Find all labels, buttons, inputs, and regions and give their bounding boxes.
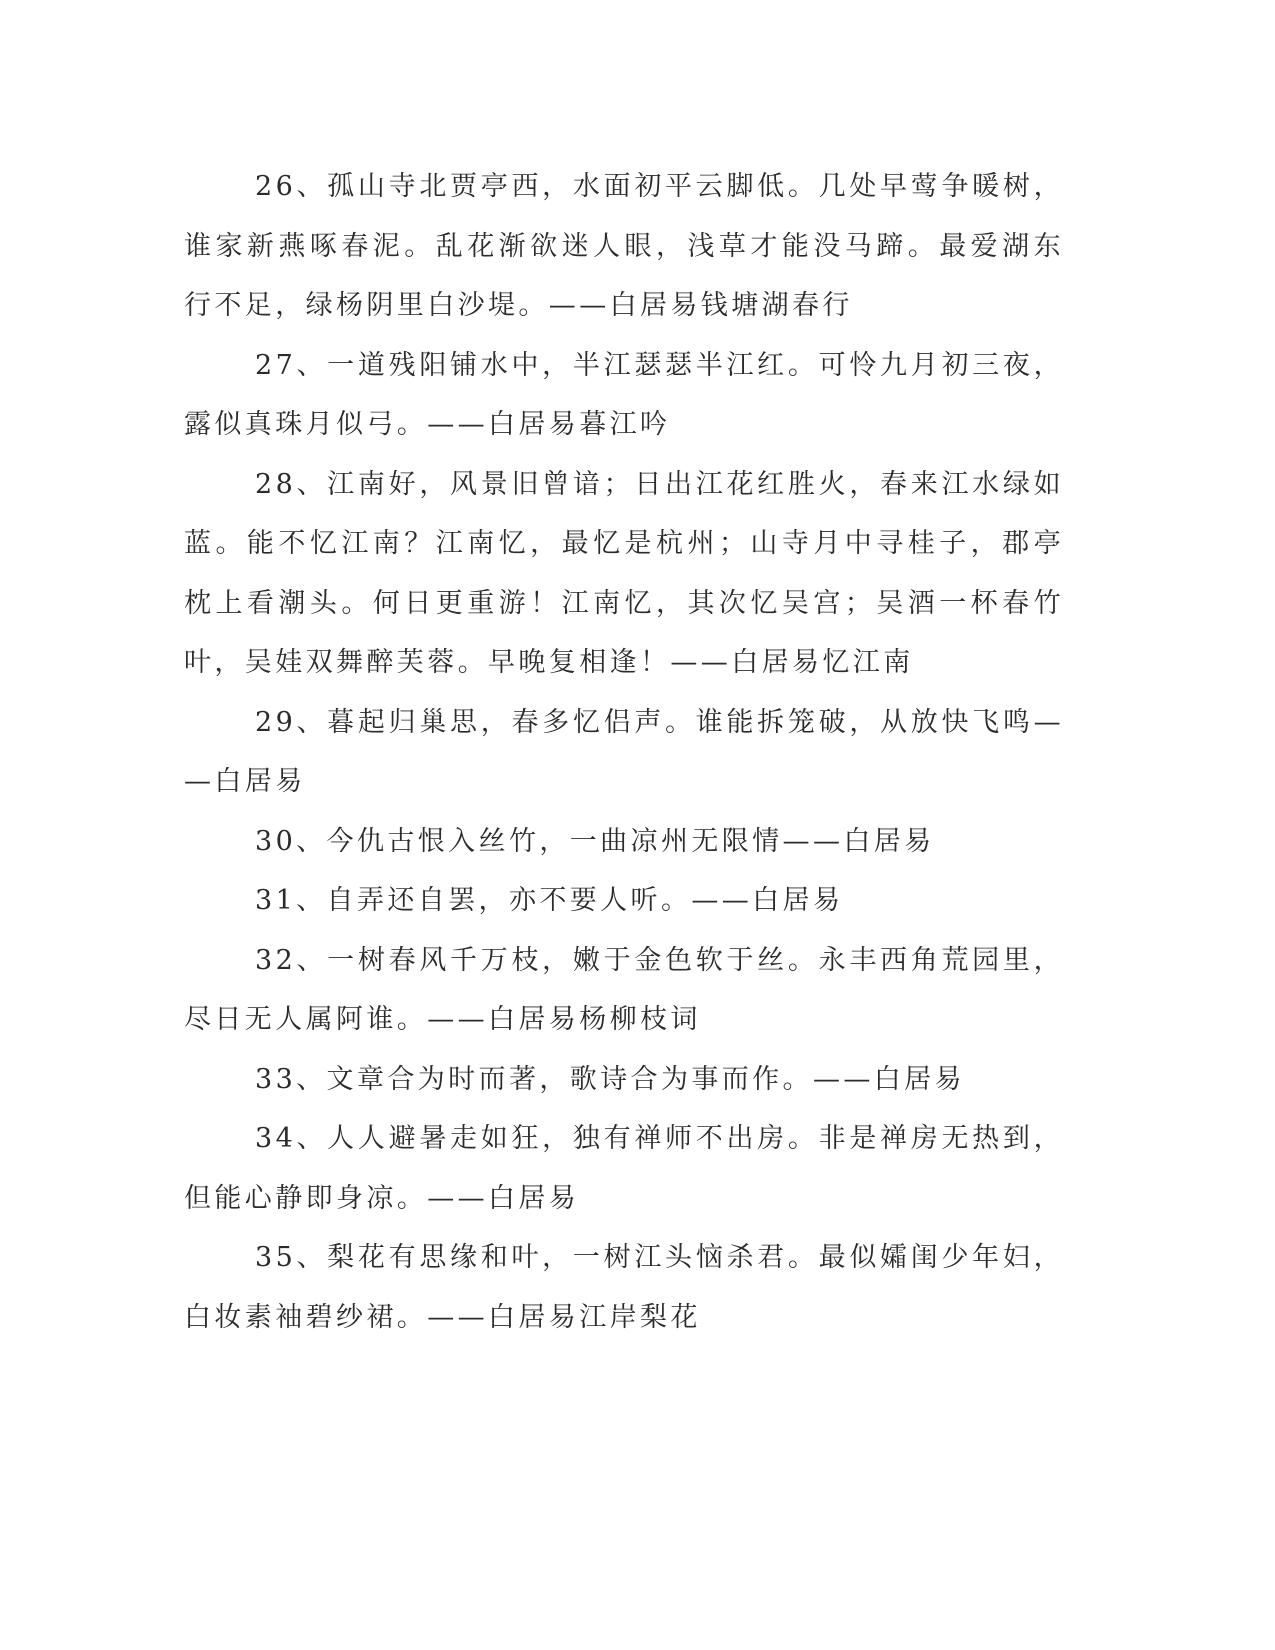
document-body (184, 157, 1064, 1347)
paragraph-33: 33、文章合为时而著，歌诗合为事而作。——白居易 (255, 1063, 965, 1095)
paragraph-26: 26、孤山寺北贾亭西，水面初平云脚低。几处早莺争暖树，谁家新燕啄春泥。乱花渐欲迷人眼，浅草才能没马蹄。最爱湖东行不足，绿杨阴里白沙堤。——白居易钱塘湖春行 (184, 171, 1064, 321)
paragraph-29: 29、暮起归巢思，春多忆侣声。谁能拆笼破，从放快飞鸣——白居易 (184, 706, 1064, 797)
paragraph-30: 30、今仇古恨入丝竹，一曲凉州无限情——白居易 (255, 825, 935, 857)
paragraph-32: 32、一树春风千万枝，嫩于金色软于丝。永丰西角荒园里，尽日无人属阿谁。——白居易杨柳枝词 (184, 944, 1064, 1035)
paragraph-34: 34、人人避暑走如狂，独有禅师不出房。非是禅房无热到，但能心静即身凉。——白居易 (184, 1123, 1064, 1214)
paragraph-27: 27、一道残阳铺水中，半江瑟瑟半江红。可怜九月初三夜，露似真珠月似弓。——白居易暮江吟 (184, 349, 1064, 440)
paragraph-35: 35、梨花有思缘和叶，一树江头恼杀君。最似孀闺少年妇，白妆素袖碧纱裙。——白居易江岸梨花 (184, 1242, 1064, 1333)
paragraph-31: 31、自弄还自罢，亦不要人听。——白居易 (255, 885, 844, 916)
paragraph-28: 28、江南好，风景旧曾谙；日出江花红胜火，春来江水绿如蓝。能不忆江南？江南忆，最忆是杭州；山寺月中寻桂子，郡亭枕上看潮头。何日更重游！江南忆，其次忆吴宫；吴酒一杯春竹叶，吴娃双舞醉芙蓉。早晚复相逢！——白居易忆江南 (184, 468, 1064, 678)
